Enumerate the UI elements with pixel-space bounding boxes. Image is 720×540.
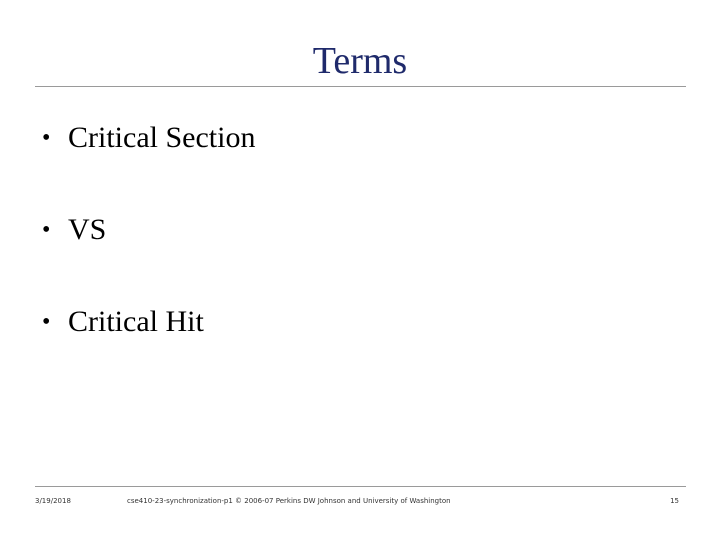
bullet-icon: • xyxy=(42,217,51,243)
bullet-icon: • xyxy=(42,309,51,335)
bullet-item xyxy=(42,118,255,210)
bullet-item xyxy=(42,302,255,394)
bullet-list xyxy=(42,118,255,394)
page-number: 15 xyxy=(670,497,679,505)
title-divider xyxy=(35,86,686,87)
footer-divider xyxy=(35,486,686,487)
slide-title: Terms xyxy=(312,40,408,82)
footer-date: 3/19/2018 xyxy=(35,497,71,505)
slide-footer xyxy=(35,495,686,509)
bullet-text: VS xyxy=(68,213,107,246)
bullet-text: Critical Hit xyxy=(68,305,204,338)
bullet-icon: • xyxy=(42,125,51,151)
bullet-item xyxy=(42,210,255,302)
bullet-text: Critical Section xyxy=(68,121,256,154)
footer-caption: cse410-23-synchronization-p1 © 2006-07 Perkins DW Johnson and University of Washington xyxy=(127,497,451,505)
